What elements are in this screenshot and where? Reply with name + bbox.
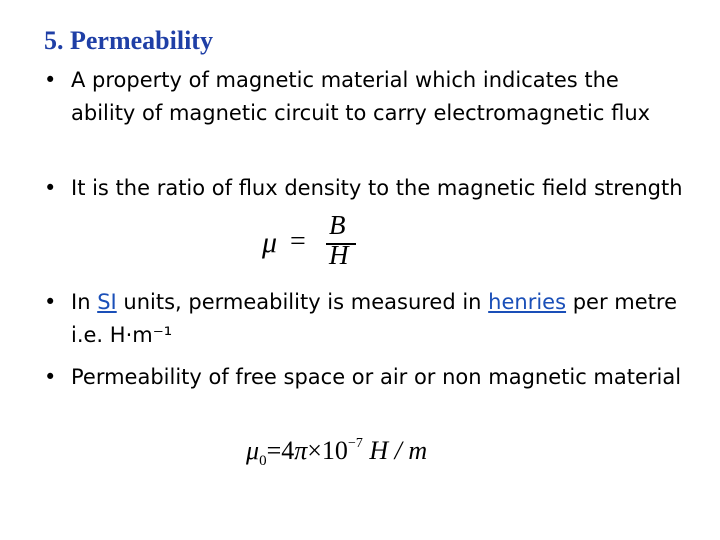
- formula-times-ten: ×10: [307, 436, 348, 465]
- formula-prefix: =4: [266, 436, 295, 465]
- si-link[interactable]: SI: [97, 290, 117, 314]
- bullet-marker: •: [44, 290, 57, 314]
- henries-link[interactable]: henries: [488, 290, 567, 314]
- formula-numerator: B: [329, 210, 346, 240]
- bullet-item-free-space: [44, 361, 684, 394]
- bullet-item-ratio: [44, 172, 684, 205]
- formula-unit: H / m: [362, 436, 428, 465]
- slide-title: 5. Permeability: [44, 26, 213, 55]
- formula-denominator: H: [329, 240, 349, 270]
- formula-mu-equals-b-over-h: [262, 212, 372, 272]
- bullet-marker: •: [44, 176, 57, 200]
- formula-equals-sign: =: [290, 226, 306, 257]
- bullet-item-si-units: [44, 286, 684, 352]
- bullet-text-part: units, permeability is measured in: [116, 290, 489, 314]
- bullet-text: It is the ratio of flux density to the magnetic field strength: [71, 176, 683, 200]
- bullet-item-definition: [44, 64, 684, 130]
- bullet-text-part: In: [71, 290, 98, 314]
- formula-pi-symbol: π: [294, 436, 308, 465]
- formula-mu-symbol: μ: [246, 436, 260, 465]
- bullet-marker: •: [44, 68, 57, 92]
- formula-subscript: 0: [259, 453, 267, 469]
- formula-mu-zero: [246, 436, 466, 476]
- formula-mu-symbol: μ: [262, 226, 278, 259]
- bullet-text: Permeability of free space or air or non magnetic material: [71, 365, 682, 389]
- bullet-text-part: per metre i.e. H·m⁻¹: [71, 290, 677, 347]
- bullet-text: [71, 286, 684, 352]
- bullet-text: A property of magnetic material which indicates the ability of magnetic circuit to carry electromagnetic flux: [71, 68, 651, 125]
- formula-exponent: −7: [347, 436, 363, 451]
- bullet-marker: •: [44, 365, 57, 389]
